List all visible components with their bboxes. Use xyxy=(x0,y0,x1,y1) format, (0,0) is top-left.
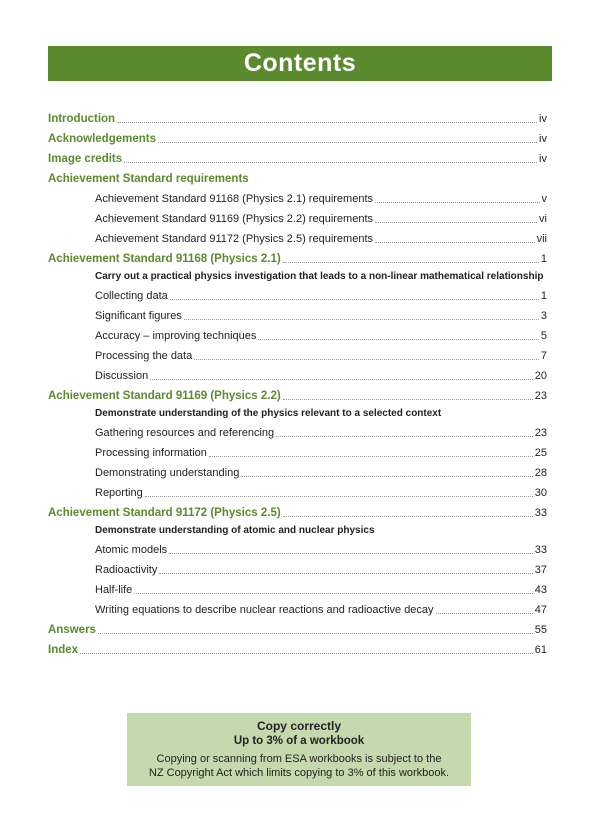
toc-entry[interactable] xyxy=(48,310,547,323)
toc-entry-label: Introduction xyxy=(48,113,116,125)
toc-entry-label: Index xyxy=(48,644,79,656)
toc-entry-page: 47 xyxy=(534,604,547,616)
toc-entry-label: Half-life xyxy=(95,584,133,596)
dot-leader xyxy=(436,612,533,614)
toc-entry-label: Atomic models xyxy=(95,544,168,556)
toc-entry-label: Achievement Standard 91168 (Physics 2.1) requirements xyxy=(95,193,373,205)
toc-entry-label: Demonstrate understanding of atomic and nuclear physics xyxy=(95,525,375,536)
dot-leader xyxy=(276,435,533,437)
toc-entry[interactable] xyxy=(48,213,547,226)
toc-entry-page: 37 xyxy=(534,564,547,576)
dot-leader xyxy=(134,592,532,594)
toc-entry-label: Achievement Standard 91169 (Physics 2.2) requirements xyxy=(95,213,373,225)
toc-entry[interactable] xyxy=(48,133,547,146)
dot-leader xyxy=(375,201,540,203)
toc-entry-page: 28 xyxy=(534,467,547,479)
notice-line-2: NZ Copyright Act which limits copying to 3% of this workbook. xyxy=(148,767,450,779)
toc-entry-page: 33 xyxy=(534,544,547,556)
toc-entry[interactable] xyxy=(48,407,547,420)
toc-entry-page: v xyxy=(541,193,547,205)
toc-entry[interactable] xyxy=(48,350,547,363)
toc-entry-label: Carry out a practical physics investigation that leads to a non-linear mathematical relationship xyxy=(95,271,544,282)
table-of-contents xyxy=(48,113,547,657)
toc-entry[interactable] xyxy=(48,524,547,537)
toc-entry[interactable] xyxy=(48,487,547,500)
toc-entry[interactable] xyxy=(48,447,547,460)
toc-entry[interactable] xyxy=(48,467,547,480)
toc-entry-page: 30 xyxy=(534,487,547,499)
contents-banner xyxy=(48,46,552,81)
toc-entry[interactable] xyxy=(48,233,547,246)
dot-leader xyxy=(258,338,538,340)
toc-entry[interactable] xyxy=(48,253,547,266)
toc-entry[interactable] xyxy=(48,507,547,520)
page-title: Contents xyxy=(243,49,357,77)
notice-title: Copy correctly xyxy=(256,719,342,733)
dot-leader xyxy=(158,141,537,143)
toc-entry-page: 20 xyxy=(534,370,547,382)
notice-subtitle: Up to 3% of a workbook xyxy=(233,735,365,747)
toc-entry-label: Achievement Standard 91169 (Physics 2.2) xyxy=(48,390,281,402)
toc-entry-label: Accuracy – improving techniques xyxy=(95,330,257,342)
toc-entry-label: Achievement Standard requirements xyxy=(48,173,249,185)
dot-leader xyxy=(283,515,533,517)
notice-body xyxy=(127,752,471,780)
toc-entry-label: Image credits xyxy=(48,153,123,165)
dot-leader xyxy=(375,221,537,223)
toc-entry-page: 5 xyxy=(540,330,547,342)
toc-entry[interactable] xyxy=(48,390,547,403)
toc-entry-page: iv xyxy=(539,133,547,145)
notice-line-1: Copying or scanning from ESA workbooks is subject to the xyxy=(156,753,442,765)
toc-entry-label: Processing the data xyxy=(95,350,193,362)
toc-entry-page: vii xyxy=(536,233,547,245)
dot-leader xyxy=(184,318,539,320)
toc-entry-label: Writing equations to describe nuclear reactions and radioactive decay xyxy=(95,604,434,616)
toc-entry[interactable] xyxy=(48,604,547,617)
toc-entry-label: Achievement Standard 91172 (Physics 2.5) requirements xyxy=(95,233,373,245)
toc-entry-label: Demonstrating understanding xyxy=(95,467,240,479)
toc-entry[interactable] xyxy=(48,544,547,557)
toc-entry-label: Demonstrate understanding of the physics relevant to a selected context xyxy=(95,408,442,419)
toc-entry-label: Achievement Standard 91168 (Physics 2.1) xyxy=(48,253,281,265)
toc-entry-page: 23 xyxy=(534,390,547,402)
toc-entry[interactable] xyxy=(48,153,547,166)
dot-leader xyxy=(150,378,533,380)
toc-entry-label: Gathering resources and referencing xyxy=(95,427,275,439)
toc-entry[interactable] xyxy=(48,644,547,657)
toc-entry-page: 3 xyxy=(540,310,547,322)
toc-entry[interactable] xyxy=(48,624,547,637)
dot-leader xyxy=(117,121,537,123)
toc-entry-page: iv xyxy=(539,153,547,165)
dot-leader xyxy=(194,358,539,360)
toc-entry[interactable] xyxy=(48,427,547,440)
toc-entry[interactable] xyxy=(48,584,547,597)
dot-leader xyxy=(169,552,533,554)
dot-leader xyxy=(124,161,537,163)
toc-entry[interactable] xyxy=(48,564,547,577)
dot-leader xyxy=(375,241,535,243)
toc-entry-page: 33 xyxy=(534,507,547,519)
toc-entry-label: Acknowledgements xyxy=(48,133,156,145)
toc-entry-page: vi xyxy=(539,213,547,225)
toc-entry[interactable] xyxy=(48,330,547,343)
toc-entry[interactable] xyxy=(48,193,547,206)
dot-leader xyxy=(209,455,533,457)
toc-entry-label: Processing information xyxy=(95,447,207,459)
toc-entry[interactable] xyxy=(48,270,547,283)
toc-entry[interactable] xyxy=(48,290,547,303)
toc-entry-page: 61 xyxy=(534,644,547,656)
copy-correctly-notice xyxy=(127,713,471,786)
dot-leader xyxy=(170,298,539,300)
toc-entry-label: Achievement Standard 91172 (Physics 2.5) xyxy=(48,507,281,519)
toc-entry[interactable] xyxy=(48,173,547,186)
dot-leader xyxy=(145,495,533,497)
toc-entry-page: 23 xyxy=(534,427,547,439)
toc-entry-label: Discussion xyxy=(95,370,149,382)
toc-entry-label: Answers xyxy=(48,624,96,636)
toc-entry-page: 43 xyxy=(534,584,547,596)
toc-entry[interactable] xyxy=(48,113,547,126)
toc-entry-page: 7 xyxy=(540,350,547,362)
toc-entry-page: iv xyxy=(539,113,547,125)
dot-leader xyxy=(283,261,539,263)
dot-leader xyxy=(80,652,533,654)
dot-leader xyxy=(283,398,533,400)
toc-entry-page: 25 xyxy=(534,447,547,459)
dot-leader xyxy=(159,572,532,574)
dot-leader xyxy=(98,632,533,634)
toc-entry-label: Radioactivity xyxy=(95,564,158,576)
toc-entry-label: Significant figures xyxy=(95,310,182,322)
toc-entry[interactable] xyxy=(48,370,547,383)
toc-entry-page: 1 xyxy=(540,290,547,302)
toc-entry-page: 55 xyxy=(534,624,547,636)
toc-entry-label: Collecting data xyxy=(95,290,168,302)
toc-entry-label: Reporting xyxy=(95,487,143,499)
toc-entry-page: 1 xyxy=(540,253,547,265)
dot-leader xyxy=(241,475,532,477)
